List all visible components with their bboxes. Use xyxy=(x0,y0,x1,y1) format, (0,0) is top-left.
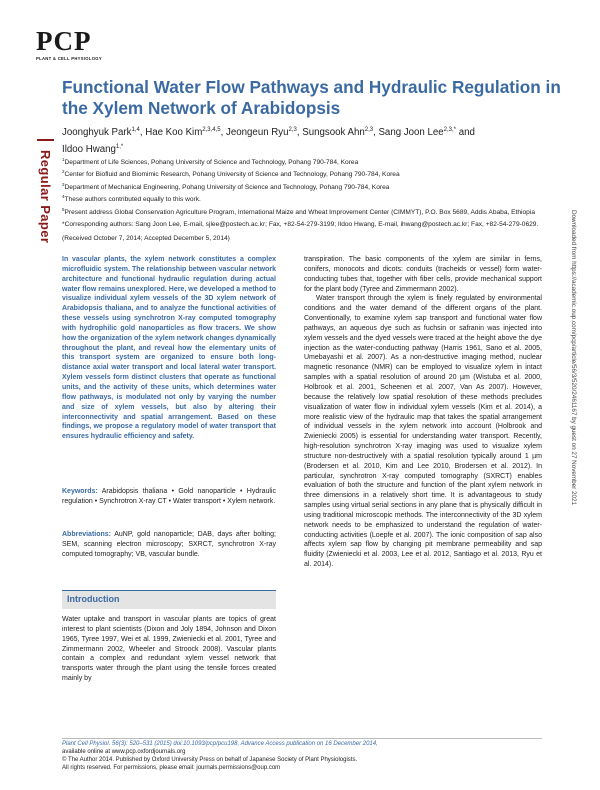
journal-logo xyxy=(36,28,102,61)
body-right-column xyxy=(304,255,542,570)
author-affil-sup: 2,3,* xyxy=(443,127,456,133)
keywords-label: Keywords: xyxy=(62,488,98,495)
author-name: Joonghyuk Park xyxy=(62,127,132,139)
author-affil-sup: 2,3,4,5 xyxy=(202,127,221,133)
affiliations xyxy=(62,155,542,230)
affiliation-item: $^2$Center for Biofluid and Biomimic Research, Pohang University of Science and Technology, Pohang 790-784, Korea xyxy=(62,169,400,179)
abbreviations-label: Abbreviations: xyxy=(62,531,112,538)
journal-logo-text: PCP xyxy=(36,26,92,56)
author-name: Sungsook Ahn xyxy=(302,127,365,139)
author-name: Sang Joon Lee xyxy=(378,127,444,139)
author-name: Jeongeun Ryu xyxy=(226,127,289,139)
abbreviations xyxy=(62,530,276,560)
author-list: Joonghyuk Park$^{1,4}$, Hae Koo Kim$^{2,3,4,5}$, Jeongeun Ryu$^{2,3}$, Sungsook Ahn$^{2,3}$, Sang Joon Lee$^{2,3,*}$ and Ildoo Hwang$^{1,*}$ xyxy=(62,127,475,156)
section-label: Regular Paper xyxy=(38,150,53,244)
keywords xyxy=(62,487,276,507)
footer-availability: available online at www.pcp.oxfordjournals.org xyxy=(62,748,186,755)
download-watermark: Downloaded from https://academic.oup.com/pcp/article/56/3/520/2461167 by guest on 27 November 2021 xyxy=(570,210,577,505)
keywords-text: Arabidopsis thaliana • Gold nanoparticle • Hydraulic regulation • Synchrotron X-ray CT • Water transport • Xylem network. xyxy=(62,488,276,505)
abbreviations-text: AuNP, gold nanoparticle; DAB, days after bolting; SEM, scanning electron microscopy; SXRCT, synchrotron X-ray computed tomography; VB, vascular bundle. xyxy=(62,531,276,558)
footer-rights: All rights reserved. For permissions, please email: journals.permissions@oup.com xyxy=(62,764,281,771)
article-title: Functional Water Flow Pathways and Hydraulic Regulation in the Xylem Network of Arabidopsis xyxy=(62,77,561,118)
corresponding-authors: *Corresponding authors: Sang Joon Lee, E-mail, sjlee@postech.ac.kr; Fax, +82-54-279-3199; Ildoo Hwang, E-mail, ihwang@postech.ac.kr; Fax, +82-54-279-0629. xyxy=(62,221,539,229)
author-affil-sup: 2,3 xyxy=(288,127,297,133)
affiliation-item: $^4$These authors contributed equally to this work. xyxy=(62,194,201,204)
body-paragraph: Water transport through the xylem is finely regulated by environmental conditions and the water demand of the different organs of the plant. Conventionally, to examine xylem sap transport and functional water flow pathways, an aqueous dye such as fuchsin or safranin was injected into xylem vessels and the dyed vessels were traced at the height above the dye injection as the water-conducting pathway (Harris 1961, Sano et al. 2005, Umebayashi et al. 2007). As a non-destructive imaging method, nuclear magnetic resonance (NMR) can be employed to visualize xylem in intact samples with a spatial resolution of around 20 µm (Wistuba et al. 2000, Holbrook et al. 2001, Scheenen et al. 2007, Van As 2007). However, because the relatively low spatial resolution of these methods precludes visualization of water flow in individual xylem vessels (Kim et al. 2014), a more realistic view of the hydraulic map that takes the spatial arrangement of individual vessels in the xylem network into account (Holbrook and Zwieniecki 2005) is essential for understanding water transport. Recently, high-resolution synchrotron X-ray imaging was used to visualize xylem structure non-destructively with a spatial resolution typically around 1 µm (Brodersen et al. 2010, Kim and Lee 2010, Brodersen et al. 2012). In particular, synchrotron X-ray computed tomography (SXRCT) enables evaluation of both the structure and function of the plant xylem network in three dimensions in a relatively short time. It is advantageous to study samples using virtual serial sections in any plane that is physically difficult in using traditional microscopic methods. The interconnectivity of the 3D xylem network needs to be emphasized to understand the regulation of water-conducting activities (Loepfe et al. 2007). The ionic composition of sap also affects xylem sap flow by changing pit membrane permeability and sap fluidity (Zwieniecki et al. 2003, Lee et al. 2012, Santiago et al. 2013, Ryu et al. 2014). xyxy=(304,295,542,569)
introduction-heading-box xyxy=(62,590,276,609)
body-paragraph: transpiration. The basic components of the xylem are similar in ferns, conifers, monocots and dicots: conduits (tracheids or vessel) form water-conducting tubes that, together with fiber cells, provide mechanical support for the plant body (Tyree and Zimmermann 2002). xyxy=(304,256,542,293)
footer-citation: Plant Cell Physiol. 56(3): 520–531 (2015) doi:10.1093/pcp/pcu198, Advance Access publication on 16 December 2014, xyxy=(62,741,378,747)
affiliation-item: $^5$Present address Global Conservation Agriculture Program, International Maize and Wheat Improvement Center (CIMMYT), P.O. Box 5689, Addis Ababa, Ethiopia xyxy=(62,206,535,217)
author-name: Ildoo Hwang xyxy=(62,144,116,156)
introduction-paragraph: Water uptake and transport in vascular plants are topics of great interest to plant scientists (Dixon and Joly 1894, Johnson and Dixon 1965, Tyree 1997, Wei et al. 1999, Zwieniecki et al. 2001, Tyree and Zimmermann 2002, Wheeler and Stroock 2008). Vascular plants contain a complex and redundant xylem vessel network that transports water through the plant using the tensile forces created mainly by xyxy=(62,616,276,683)
author-affil-sup: 1,4 xyxy=(131,127,140,133)
page-footer xyxy=(62,741,542,773)
affiliation-item: $^1$Department of Life Sciences, Pohang University of Science and Technology, Pohang 790-784, Korea xyxy=(62,157,359,167)
author-affil-sup: 1,* xyxy=(115,144,124,151)
author-name: Hae Koo Kim xyxy=(145,127,203,139)
abstract: In vascular plants, the xylem network constitutes a complex microfluidic system. The relationship between vascular network architecture and functional hydraulic regulation during actual water flow remains unexplored. Here, we developed a method to visualize individual xylem vessels of the 3D xylem network of Arabidopsis thaliana, and to analyze the functional activities of these vessels using synchrotron X-ray computed tomography with hydrophilic gold nanoparticles as flow tracers. We show how the organization of the xylem network changes dynamically throughout the plant, and reveal how the elementary units of this transport system are organized to ensure both long-distance axial water transport and local lateral water transport. Xylem vessels form distinct clusters that operate as functional units, and the activity of these units, which determines water flow pathways, is modulated not only by varying the number and size of xylem vessels, but also by altering their interconnectivity and spatial arrangement. Based on these findings, we propose a regulatory model of water transport that ensures hydraulic efficiency and safety. xyxy=(62,256,276,441)
section-label-rule xyxy=(37,139,54,141)
journal-logo-subtitle: PLANT & CELL PHYSIOLOGY xyxy=(36,56,102,61)
author-affil-sup: 2,3 xyxy=(364,127,374,133)
footer-divider xyxy=(62,738,542,739)
introduction-heading: Introduction xyxy=(67,594,120,604)
received-dates: (Received October 7, 2014; Accepted December 5, 2014) xyxy=(62,235,230,242)
footer-copyright: © The Author 2014. Published by Oxford University Press on behalf of Japanese Society of Plant Physiologists. xyxy=(62,756,358,763)
affiliation-item: $^3$Department of Mechanical Engineering, Pohang University of Science and Technology, Pohang 790-784, Korea xyxy=(62,181,390,192)
